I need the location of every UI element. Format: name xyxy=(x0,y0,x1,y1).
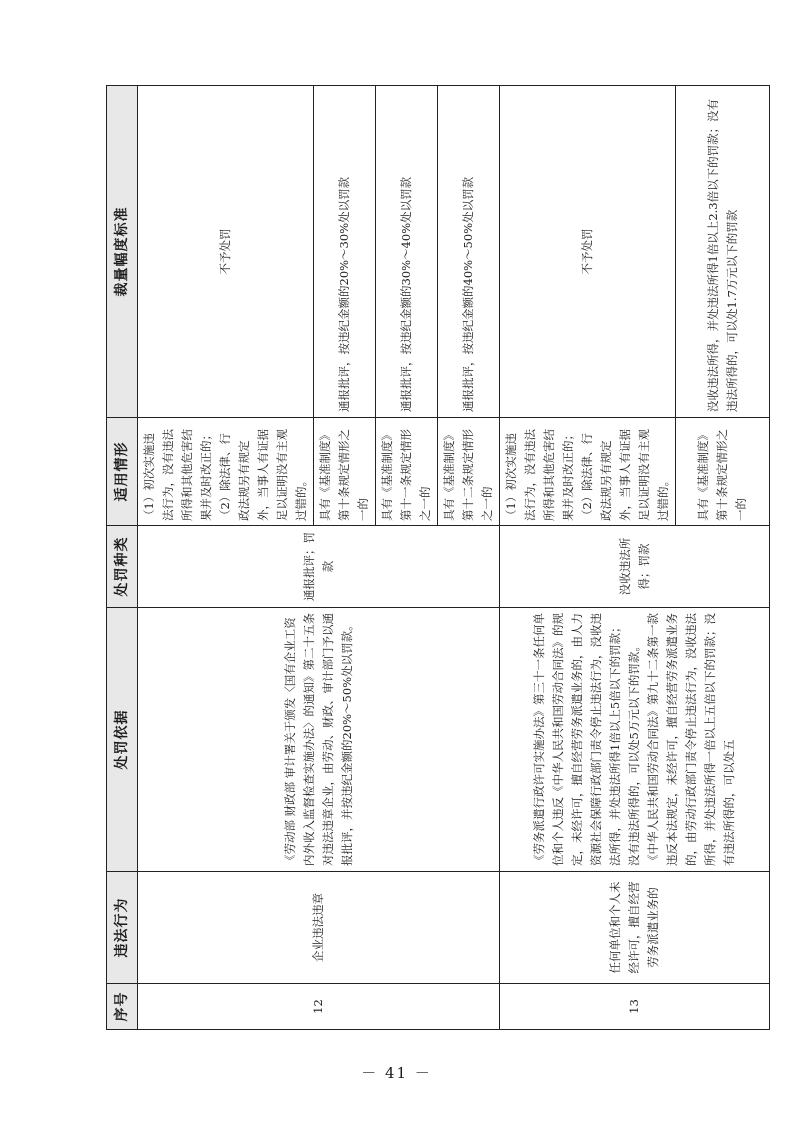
standard-cell-12-1: 不予处罚 xyxy=(138,86,314,418)
basis-cell-13 xyxy=(500,608,770,872)
standard-cell-13-1: 不予处罚 xyxy=(500,86,676,418)
header-violation: 违法行为 xyxy=(107,872,138,984)
condition-cell-12-1 xyxy=(138,418,314,526)
header-applicable-case: 适用情形 xyxy=(107,418,138,526)
rotated-table-wrapper xyxy=(106,86,748,1030)
standard-cell-13-2: 没收违法所得，并处违法所得1倍以上2.3倍以下的罚款；没有违法所得的，可以处1.7万元以下的罚款 xyxy=(676,86,770,418)
penalty-type-cell-13: 没收违法所得；罚款 xyxy=(500,526,770,608)
condition-line: （2）除法律、行政法规另有规定外，当事人有证据足以证明没有主观过错的。 xyxy=(218,429,308,521)
condition-line: （1）初次实施违法行为，没有违法所得和其他危害结果并及时改正的； xyxy=(142,429,213,521)
header-basis: 处罚依据 xyxy=(107,608,138,872)
standard-cell-12-4: 通报批评，按违纪金额的40%～50%处以罚款 xyxy=(438,86,500,418)
header-discretion-standard: 裁量幅度标准 xyxy=(107,86,138,418)
condition-cell-12-3: 具有《基准制度》第十一条规定情形之一的 xyxy=(376,418,438,526)
standard-cell-12-3: 通报批评，按违纪金额的30%～40%处以罚款 xyxy=(376,86,438,418)
basis-cell-12: 《劳动部 财政部 审计署关于颁发〈国有企业工资内外收入监督检查实施办法〉的通知》第二十五条对违法违章企业，由劳动、财政、审计部门予以通报批评，并按违纪金额的20%～50%处以罚款。 xyxy=(138,608,500,872)
header-penalty-type: 处罚种类 xyxy=(107,526,138,608)
violation-cell-13: 任何单位和个人未经许可，擅自经营劳务派遣业务的 xyxy=(500,872,770,984)
penalty-table xyxy=(106,85,770,1030)
condition-cell-13-2: 具有《基准制度》第十条规定情形之一的 xyxy=(676,418,770,526)
seq-cell-13: 13 xyxy=(500,984,770,1030)
basis-paragraph: 《劳务派遣行政许可实施办法》第三十一条任何单位和个人违反《中华人民共和国劳动合同法》的规定，未经许可，擅自经营劳务派遣业务的，由人力资源社会保障行政部门责令停止违法行为，没收违法所得，并处违法所得1倍以上5倍以下的罚款；没有违法所得的，可以处5万元以下的罚款。 xyxy=(532,613,641,866)
condition-cell-12-2: 具有《基准制度》第十条规定情形之一的 xyxy=(314,418,376,526)
penalty-type-cell-12: 通报批评；罚款 xyxy=(138,526,500,608)
condition-cell-13-1 xyxy=(500,418,676,526)
condition-line: （1）初次实施违法行为，没有违法所得和其他危害结果并及时改正的； xyxy=(504,429,575,521)
header-row xyxy=(107,86,138,1030)
table-row-12-case-1 xyxy=(138,86,314,1030)
page-number: － 41 － xyxy=(361,1064,432,1082)
header-seq: 序号 xyxy=(107,984,138,1030)
table-row-13-case-1 xyxy=(500,86,676,1030)
standard-cell-12-2: 通报批评，按违纪金额的20%～30%处以罚款 xyxy=(314,86,376,418)
condition-cell-12-4: 具有《基准制度》第十二条规定情形之一的 xyxy=(438,418,500,526)
basis-paragraph: 《中华人民共和国劳动合同法》第九十二条第一款 违反本法规定，未经许可，擅自经营劳务派遣业务的，由劳动行政部门责令停止违法行为，没收违法所得，并处违法所得一倍以上五倍以下的罚款；没有违法所得的，可以处五 xyxy=(646,613,736,866)
seq-cell-12: 12 xyxy=(138,984,500,1030)
condition-line: （2）除法律、行政法规另有规定外，当事人有证据足以证明没有主观过错的。 xyxy=(580,429,670,521)
violation-cell-12: 企业违法违章 xyxy=(138,872,500,984)
